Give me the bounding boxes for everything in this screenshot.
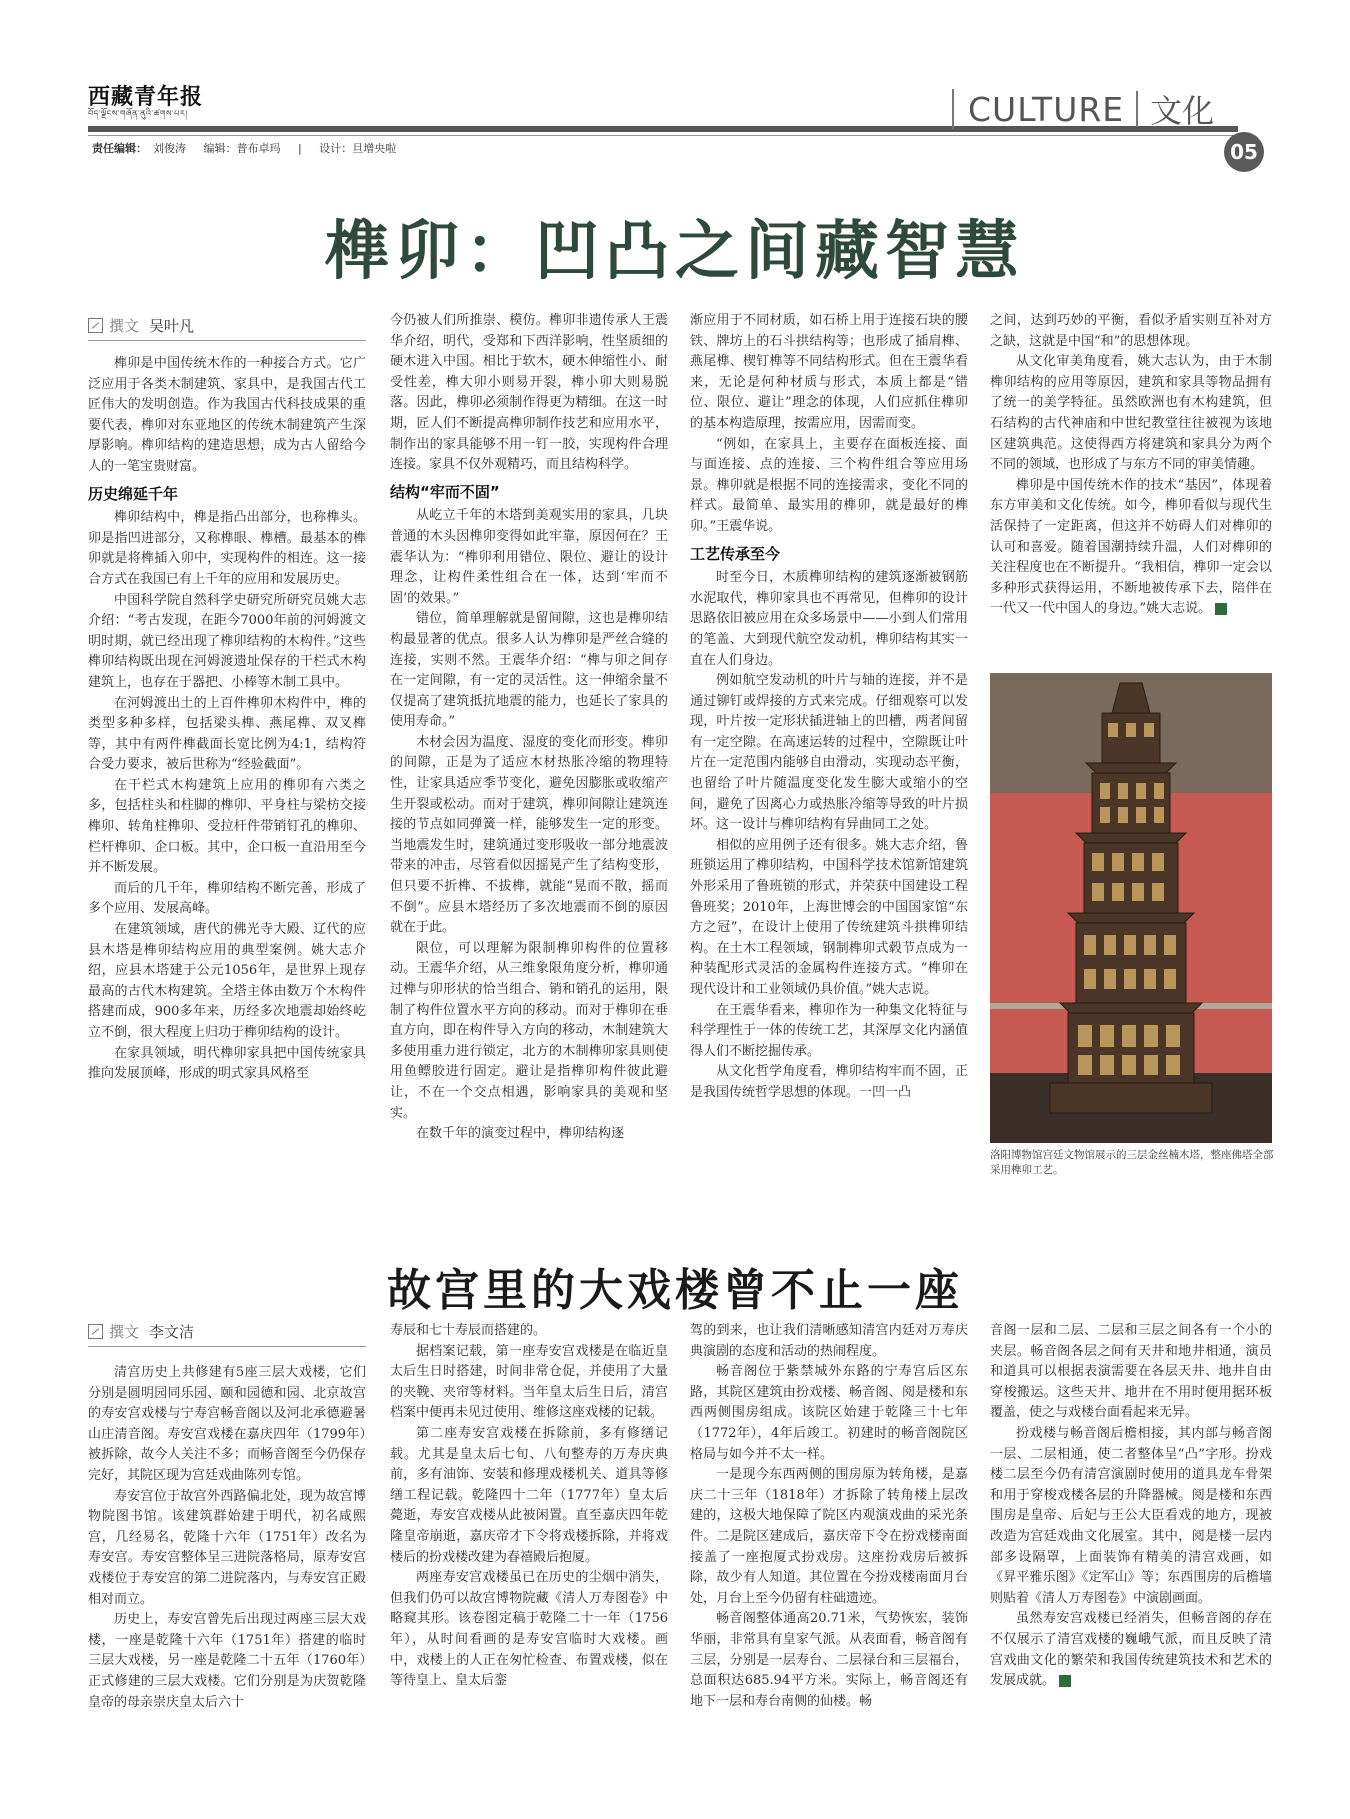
body-paragraph: 错位，简单理解就是留间隙，这也是榫卯结构最显著的优点。很多人认为榫卯是严丝合缝的连接，实则不然。王震华介绍：“榫与卯之间存在一定间隙，有一定的灵活性。这一伸缩余量不仅提高了建筑抵抗地震的能力，也延长了家具的使用寿命。” — [390, 611, 668, 730]
article2-headline: 故宫里的大戏楼曾不止一座 — [387, 1265, 963, 1316]
article2-column-4 — [990, 1321, 1272, 1692]
section-divider — [952, 89, 954, 129]
section-heading: 结构“牢而不固” — [390, 482, 500, 501]
byline-label: 撰文 — [109, 1323, 140, 1341]
section-heading: 工艺传承至今 — [690, 544, 781, 563]
header-rule-thin — [88, 135, 1238, 136]
body-paragraph: 据档案记载，第一座寿安宫戏楼是在临近皇太后生日时搭建，时间非常仓促，并使用了大量的夹鞔、夹帘等材料。当年皇太后生日后，清宫档案中便再未见过使用、维修这座戏楼的记载。 — [390, 1343, 668, 1421]
pagoda-photo — [990, 673, 1272, 1143]
designer-name: 旦增央啦 — [352, 142, 397, 155]
body-paragraph: 榫卯是中国传统木作的一种接合方式。它广泛应用于各类木制建筑、家具中，是我国古代工匠伟大的发明创造。作为我国古代科技成果的重要代表，榫卯对东亚地区的传统木制建筑产生深厚影响。榫卯结构的建造思想，成为古人留给今人的一笔宝贵财富。 — [88, 356, 366, 474]
page-number-badge: 05 — [1224, 132, 1264, 172]
body-paragraph: 音阁一层和二层、二层和三层之间各有一个小的夹层。畅音阁各层之间有天井和地井相通，演员和道具可以根据表演需要在各层天井、地井自由穿梭搬运。这些天井、地井在不用时便用据环板覆盖，使之与戏楼台面看起来无异。 — [990, 1323, 1272, 1421]
section-name-cn: 文化 — [1150, 92, 1215, 130]
article1-column-1 — [88, 354, 366, 1085]
body-paragraph: 今仍被人们所推崇、模仿。榫卯非遗传承人王震华介绍，明代，受郑和下西洋影响，性坚质细的硬木进入中国。相比于软木，硬木伸缩性小、耐受性差，榫大卯小则易开裂，榫小卯大则易脱落。因此，榫卯必须制作得更为精细。在这一时期，匠人们不断提高榫卯制作技艺和应用水平，制作出的家具能够不用一钉一胶，实现构件合理连接。家具不仅外观精巧，而且结构科学。 — [390, 313, 668, 473]
body-paragraph: 驾的到来，也让我们清晰感知清宫内廷对万寿庆典演剧的态度和活动的热闹程度。 — [690, 1323, 968, 1359]
body-paragraph: 寿辰和七十寿辰而搭建的。 — [390, 1323, 547, 1338]
body-paragraph: 榫卯是中国传统木作的技术“基因”，体现着东方审美和文化传统。如今，榫卯看似与现代生活保持了一定距离，但这并不妨碍人们对榫卯的认可和喜爱。随着国潮持续升温，人们对榫卯的关注程度也在不断提升。“我相信，榫卯一定会以多种形式获得运用，不断地被传承下去，陪伴在一代又一代中国人的身边。”姚大志说。 — [990, 477, 1272, 617]
article1-headline: 榫卯：凹凸之间藏智慧 — [325, 215, 1025, 289]
body-paragraph: 寿安宫位于故宫外西路偏北处，现为故宫博物院图书馆。该建筑群始建于明代，初名咸熙宫，几经易名，乾隆十六年（1751年）改名为寿安宫。寿安宫整体呈三进院落格局，原寿安宫戏楼位于寿安宫的第二进院落内，与寿安宫正殿相对而立。 — [88, 1488, 366, 1607]
article2-column-1 — [88, 1363, 366, 1713]
section-name-en: CULTURE — [968, 89, 1125, 129]
end-mark-icon — [1059, 1675, 1071, 1687]
body-paragraph: 限位，可以理解为限制榫卯构件的位置移动。王震华介绍，从三维象限角度分析，榫卯通过榫与卯形状的恰当组合、销和销孔的运用，限制了构件位置水平方向的移动。而对于榫卯在垂直方向，即在构件导入方向的移动，木制建筑大多使用重力进行锁定，北方的木制榫卯家具则使用鱼鳔胶进行固定。避让是指榫卯构件彼此避让，不在一个交点相遇，影响家具的美观和坚实。 — [390, 940, 668, 1121]
body-paragraph: 虽然寿安宫戏楼已经消失，但畅音阁的存在不仅展示了清宫戏楼的巍峨气派，而且反映了清宫戏曲文化的繁荣和我国传统建筑技术和艺术的发展成就。 — [990, 1611, 1272, 1689]
body-paragraph: 两座寿安宫戏楼虽已在历史的尘烟中消失，但我们仍可以故宫博物院藏《清人万寿图卷》中略窥其形。该卷图定稿于乾隆二十一年（1756年），从时间看画的是寿安宫临时大戏楼。画中，戏楼上的人正在匆忙检查、布置戏楼，似在等待皇上、皇太后銮 — [390, 1570, 668, 1689]
copy-editor-name: 普布卓玛 — [236, 142, 281, 155]
body-paragraph: 之间，达到巧妙的平衡，看似矛盾实则互补对方之缺，这就是中国“和”的思想体现。 — [990, 313, 1272, 349]
wooden-pagoda-illustration — [990, 673, 1272, 1143]
body-paragraph: 中国科学院自然科学史研究所研究员姚大志介绍：“考古发现，在距今7000年前的河姆渡文明时期，就已经出现了榫卯结构的木构件。”这些榫卯结构既出现在河姆渡遗址保存的干栏式木构建筑上，也存在于器把、小棒等木制工具中。 — [88, 592, 366, 690]
article1-column-2 — [390, 311, 668, 1145]
body-paragraph: 从屹立千年的木塔到美观实用的家具，几块普通的木头因榫卯变得如此牢靠，原因何在？王震华认为：“榫卯利用错位、限位、避让的设计理念，让构件柔性组合在一体，达到‘牢而不固’的效果。” — [390, 508, 668, 606]
editor-name: 刘俊涛 — [153, 142, 186, 155]
article1-column-4 — [990, 311, 1272, 620]
body-paragraph: 一是现今东西两侧的围房原为转角楼，是嘉庆二十三年（1818年）才拆除了转角楼上层改建的，这极大地保障了院区内观演戏曲的采光条件。二是院区建成后，嘉庆帝下令在扮戏楼南面接盖了一座抱厦式扮戏房。这座扮戏房后被拆除，故少有人知道。其位置在今扮戏楼南面月台处，月台上至今仍留有柱础遗迹。 — [690, 1467, 968, 1606]
body-paragraph: 从文化审美角度看，姚大志认为，由于木制榫卯结构的应用等原因，建筑和家具等物品拥有了统一的美学特征。虽然欧洲也有木构建筑，但石结构的古代神庙和中世纪教堂往往被视为该地区建筑典范。这使得西方将建筑和家具分为两个不同的领域，也形成了与东方不同的审美情趣。 — [990, 354, 1272, 473]
body-paragraph: 在家具领域，明代榫卯家具把中国传统家具推向发展顶峰，形成的明式家具风格至 — [88, 1045, 366, 1082]
body-paragraph: 渐应用于不同材质，如石桥上用于连接石块的腰铁、牌坊上的石斗拱结构等；也形成了插肩榫、燕尾榫、楔钉榫等不同结构形式。但在王震华看来，无论是何种材质与形式，本质上都是“错位、限位、避让”理念的体现，人们应抓住榫卯的基本构造原理，按需应用，因需而变。 — [690, 313, 968, 431]
article2-column-2 — [390, 1321, 668, 1692]
section-header — [952, 86, 1214, 132]
section-divider — [1136, 91, 1138, 127]
body-paragraph: 相似的应用例子还有很多。姚大志介绍，鲁班锁运用了榫卯结构，中国科学技术馆新馆建筑外形采用了鲁班锁的形式，并荣获中国建设工程鲁班奖；2010年，上海世博会的中国国家馆“东方之冠”，在设计上使用了传统建筑斗拱榫卯结构。在土木工程领域，钢制榫卯式毂节点成为一种装配形式灵活的金属构件连接方式。“榫卯在现代设计和工业领域仍具价值。”姚大志说。 — [690, 837, 968, 997]
body-paragraph: 扮戏楼与畅音阁后檐相接，其内部与畅音阁一层、二层相通，使二者整体呈“凸”字形。扮戏楼二层至今仍有清宫演剧时使用的道具龙车骨架和用于穿梭戏楼各层的升降器械。阅是楼和东西围房是皇帝、后妃与王公大臣看戏的地方，现被改造为宫廷戏曲文化展室。其中，阅是楼一层内部多设隔罩，上面装饰有精美的清宫戏画，如《昇平雅乐图》《定军山》等；东西围房的后檐墙则贴着《清人万寿图卷》中演剧画面。 — [990, 1425, 1272, 1606]
body-paragraph: “例如，在家具上，主要存在面板连接、面与面连接、点的连接、三个构件组合等应用场景。榫卯就是根据不同的连接需求，变化不同的样式。最简单、最实用的榫卯，就是最好的榫卯。”王震华说。 — [690, 436, 968, 534]
body-paragraph: 榫卯结构中，榫是指凸出部分，也称榫头。卯是指凹进部分，又称榫眼、榫槽。最基本的榫卯就是将榫插入卯中，实现构件的相连。这一接合方式在我国已有上千年的应用和发展历史。 — [88, 510, 366, 587]
designer-label: 设计： — [319, 142, 353, 155]
body-paragraph: 从文化哲学角度看，榫卯结构牢而不固，正是我国传统哲学思想的体现。一凹一凸 — [690, 1064, 968, 1100]
editorial-credits — [92, 140, 410, 156]
pen-icon — [88, 1324, 103, 1339]
end-mark-icon — [1215, 603, 1227, 615]
article2-column-3 — [690, 1321, 968, 1712]
editor-label: 责任编辑： — [92, 142, 147, 155]
credits-separator: | — [298, 142, 302, 155]
body-paragraph: 在河姆渡出土的上百件榫卯木构件中，榫的类型多种多样，包括梁头榫、燕尾榫、双叉榫等，其中有两件榫截面长宽比例为4:1，结构符合受力要求，被后世称为“经验截面”。 — [88, 695, 366, 773]
byline-author: 吴叶凡 — [149, 317, 195, 335]
byline-rule — [88, 340, 366, 341]
article2-byline — [88, 1321, 366, 1347]
masthead-subtitle: བོད་ལྗོངས་གཞོན་ནུའི་ཚགས་པར། — [88, 109, 188, 118]
byline-author: 李文洁 — [149, 1323, 195, 1341]
byline-label: 撰文 — [109, 317, 140, 335]
body-paragraph: 畅音阁整体通高20.71米，气势恢宏，装饰华丽，非常具有皇家气派。从表面看，畅音阁有三层，分别是一层寿台、二层禄台和三层福台，总面积达685.94平方米。实际上，畅音阁还有地下一层和寿台南侧的仙楼。畅 — [690, 1611, 968, 1709]
body-paragraph: 清宫历史上共修建有5座三层大戏楼，它们分别是圆明园同乐园、颐和园德和园、北京故宫的寿安宫戏楼与宁寿宫畅音阁以及河北承德避暑山庄清音阁。寿安宫戏楼在嘉庆四年（1799年）被拆除，故今人关注不多；而畅音阁至今仍保存完好，其院区现为宫廷戏曲陈列专馆。 — [88, 1365, 366, 1483]
article1-column-3 — [690, 311, 968, 1104]
body-paragraph: 而后的几千年，榫卯结构不断完善，形成了多个应用、发展高峰。 — [88, 880, 366, 917]
byline-rule — [88, 1346, 366, 1347]
body-paragraph: 畅音阁位于紫禁城外东路的宁寿宫后区东路，其院区建筑由扮戏楼、畅音阁、阅是楼和东西两侧围房组成。该院区始建于乾隆三十七年（1772年），4年后竣工。初建时的畅音阁院区格局与如今并不太一样。 — [690, 1364, 968, 1462]
body-paragraph: 木材会因为温度、湿度的变化而形变。榫卯的间隙，正是为了适应木材热胀冷缩的物理特性，让家具适应季节变化，避免因膨胀或收缩产生开裂或松动。而对于建筑，榫卯间隙让建筑连接的节点如同弹簧一样，能够发生一定的形变。当地震发生时，建筑通过变形吸收一部分地震波带来的冲击，尽管看似因摇晃产生了结构变形，但只要不折榫、不拔榫，就能“晃而不散，摇而不倒”。应县木塔经历了多次地震而不倒的原因就在于此。 — [390, 734, 668, 936]
body-paragraph: 在数千年的演变过程中，榫卯结构逐 — [416, 1126, 625, 1142]
body-paragraph: 例如航空发动机的叶片与轴的连接，并不是通过铆钉或焊接的方式来完成。仔细观察可以发现，叶片按一定形状插进轴上的凹槽，两者间留有一定空隙。在高速运转的过程中，空隙既让叶片在一定范围内能够自由滑动，实现动态平衡，也留给了叶片随温度变化发生膨大或缩小的空间，避免了因离心力或热胀冷缩等导致的叶片损坏。这一设计与榫卯结构有异曲同工之处。 — [690, 673, 968, 833]
body-paragraph: 在王震华看来，榫卯作为一种集文化特征与科学理性于一体的传统工艺，其深厚文化内涵值得人们不断挖掘传承。 — [690, 1002, 968, 1059]
body-paragraph: 时至今日，木质榫卯结构的建筑逐渐被钢筋水泥取代，榫卯家具也不再常见，但榫卯的设计思路依旧被应用在众多场景中——小到人们常用的笔盖、大到现代航空发动机，榫卯结构其实一直在人们身边。 — [690, 570, 968, 668]
body-paragraph: 在建筑领域，唐代的佛光寺大殿、辽代的应县木塔是榫卯结构应用的典型案例。姚大志介绍，应县木塔建于公元1056年，是世界上现存最高的古代木构建筑。全塔主体由数万个木构件搭建而成，900多年来，历经多次地震却始终屹立不倒，很大程度上归功于榫卯结构的设计。 — [88, 922, 366, 1040]
copy-editor-label: 编辑： — [203, 142, 237, 155]
body-paragraph: 在干栏式木构建筑上应用的榫卯有六类之多，包括柱头和柱脚的榫卯、平身柱与梁枋交接榫卯、转角柱榫卯、受拉杆件带销钉孔的榫卯、栏杆榫卯、企口板。其中，企口板一直沿用至今并不断发展。 — [88, 777, 366, 876]
body-paragraph: 历史上，寿安宫曾先后出现过两座三层大戏楼，一座是乾隆十六年（1751年）搭建的临时三层大戏楼，另一座是乾隆二十五年（1760年）正式修建的三层大戏楼。它们分别是为庆贺乾隆皇帝的母亲崇庆皇太后六十 — [88, 1612, 366, 1710]
pen-icon — [88, 318, 103, 333]
masthead-title: 西藏青年报 — [88, 84, 204, 110]
article1-byline — [88, 315, 366, 341]
section-heading: 历史绵延千年 — [88, 484, 179, 503]
body-paragraph: 第二座寿安宫戏楼在拆除前，多有修缮记载。尤其是皇太后七旬、八旬整寿的万寿庆典前，多有油饰、安装和修理戏楼机关、道具等修缮工程记载。乾隆四十二年（1777年）皇太后薨逝，寿安宫戏楼从此被闲置。直至嘉庆四年乾隆皇帝崩逝，嘉庆帝才下令将戏楼拆除，并将戏楼后的扮戏楼改建为春禧殿后抱厦。 — [390, 1425, 668, 1565]
photo-caption: 洛阳博物馆宫廷文物馆展示的三层金丝楠木塔，整座佛塔全部采用榫卯工艺。 — [990, 1149, 1274, 1176]
